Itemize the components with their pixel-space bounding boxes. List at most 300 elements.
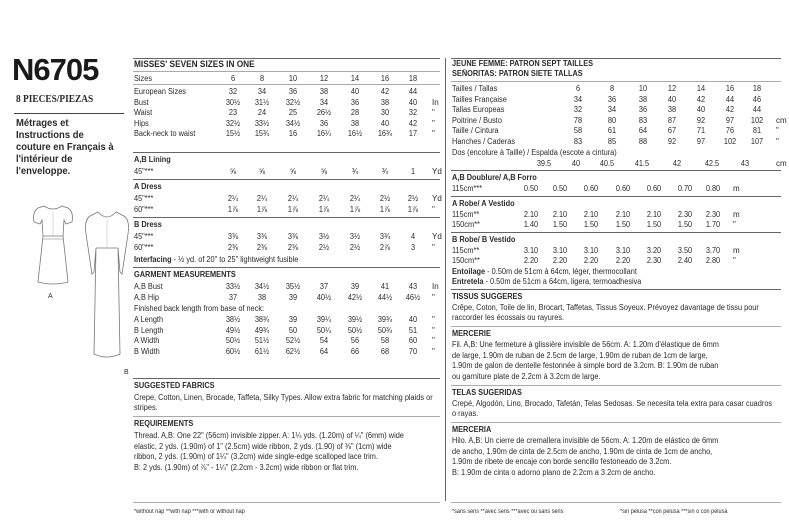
row-label: A Width — [134, 336, 160, 346]
cell-value: 3⅜ — [287, 232, 299, 241]
divider — [133, 416, 440, 417]
mercerie-line: 1.90m de galon de dentelle festonnée à simple bord de 3.2cm. B: 1.90m de ruban — [452, 361, 719, 370]
cell-value: 34 — [607, 105, 617, 115]
row-label: 45"*** — [134, 232, 154, 241]
cell-value: 2½ — [318, 243, 330, 252]
cell-value: 83 — [573, 137, 583, 146]
cell-value: 66 — [350, 347, 360, 357]
row-label: Tailles / Tallas — [452, 84, 498, 93]
cell-value: 43 — [740, 159, 750, 168]
cell-value: 16 — [725, 84, 735, 93]
cell-value: 52½ — [285, 336, 301, 346]
cell-value: 40 — [350, 87, 360, 96]
paragraph: Crêpe, Coton, Toile de lin, Brocart, Taffetas, Tissus Soyeux. Prévoyez davantage de tissu pour raccorder les écossais ou rayures. — [452, 303, 759, 322]
interfacing-text: - ½ yd. of 20" to 25" lightweight fusible — [171, 255, 299, 264]
cell-value: 2¼ — [349, 194, 361, 203]
cell-value: 8 — [259, 74, 265, 83]
cell-value: 97 — [696, 137, 706, 146]
view-label-a: A — [48, 293, 53, 300]
cell-value: ¾ — [351, 167, 359, 176]
cell-value: 39.5 — [536, 159, 552, 168]
merceria-line: 1.90m de ribete de encaje con borde sencillo festoneado de 3.2cm. — [452, 457, 672, 466]
row-label: European Sizes — [134, 87, 186, 96]
cell-value: 2.30 — [677, 210, 693, 219]
cell-value: 3.10 — [523, 246, 539, 255]
cell-value: 30 — [380, 108, 390, 118]
cell-value: 64 — [638, 126, 648, 136]
cell-value: 40 — [571, 159, 581, 168]
cell-value: 1⅞ — [407, 205, 419, 214]
cell-value: 3⅜ — [227, 232, 239, 241]
cell-value: 3½ — [318, 232, 330, 241]
unit-label: Yd — [432, 194, 442, 203]
cell-value: 40 — [696, 105, 706, 115]
row-label: 45"*** — [134, 194, 154, 203]
section-heading: TELAS SUGERIDAS — [452, 388, 522, 397]
row-label: Tallas Europeas — [452, 105, 505, 115]
cell-value: 1.50 — [615, 220, 631, 229]
cell-value: 50¾ — [377, 325, 393, 335]
merceria-line: Hilo. A,B: Un cierre de cremallera invisible de 56cm. A: 1.20m de elástico de 6mm — [452, 436, 719, 445]
cell-value: 2¼ — [287, 194, 299, 203]
section-heading: GARMENT MEASUREMENTS — [134, 270, 236, 279]
cell-value: 2.10 — [523, 210, 539, 219]
cell-value: 38 — [638, 94, 648, 104]
row-label: 60"*** — [134, 205, 154, 214]
cell-value: 62½ — [285, 347, 301, 357]
back-length-label: Dos (encolure à Taille) / Espalda (escote a cintura) — [452, 148, 617, 157]
unit-label: Yd — [432, 167, 442, 176]
garment-note: Finished back length from base of neck: — [134, 304, 265, 313]
view-label-b: B — [124, 369, 129, 376]
cell-value: 8 — [609, 84, 615, 93]
cell-value: 34½ — [254, 282, 270, 291]
section-heading: MERCERIA — [452, 425, 492, 434]
cell-value: 34 — [573, 94, 583, 104]
cell-value: 39¾ — [377, 315, 393, 324]
cell-value: 2.10 — [583, 210, 599, 219]
cell-value: 1⅞ — [379, 205, 391, 214]
cell-value: 39 — [288, 293, 298, 302]
cell-value: 2.40 — [677, 256, 693, 265]
cell-value: 0.70 — [677, 184, 693, 193]
row-label: Back-neck to waist — [134, 129, 196, 139]
cell-value: 32 — [228, 87, 238, 96]
cell-value: 85 — [607, 137, 617, 146]
cell-value: 71 — [696, 126, 706, 136]
cell-value: 50½ — [225, 336, 241, 346]
row-label: Hips — [134, 118, 149, 128]
unit-label: " — [432, 118, 435, 128]
cell-value: 1.40 — [523, 220, 539, 229]
cell-value: 31½ — [254, 97, 270, 107]
cell-value: 1⅞ — [256, 205, 268, 214]
cell-value: 2.10 — [646, 210, 662, 219]
cell-value: 51 — [408, 325, 418, 335]
cell-value: 42 — [696, 94, 706, 104]
cell-value: 2⅜ — [256, 243, 268, 252]
cell-value: 28 — [350, 108, 360, 118]
interfacing-label: Interfacing — [134, 255, 172, 264]
footnote: *without nap **with nap ***with or without nap — [134, 509, 245, 515]
cell-value: 16¾ — [377, 129, 393, 139]
cell-value: 3.70 — [705, 246, 721, 255]
merceria-line: de ancho, 1.90m de cinta de 2.5cm de ancho, 1.90m de cinta de 1cm de ancho, — [452, 446, 713, 456]
cell-value: 32 — [573, 105, 583, 115]
section-heading: TISSUS SUGGERES — [452, 292, 523, 301]
cell-value: 2⅜ — [287, 243, 299, 252]
cell-value: 18 — [752, 84, 762, 93]
cell-value: 83 — [638, 115, 648, 125]
cell-value: 36 — [638, 105, 648, 115]
cell-value: 46½ — [405, 293, 421, 302]
cell-value: 2.10 — [615, 210, 631, 219]
cell-value: 15¾ — [254, 129, 270, 139]
cell-value: 3.10 — [583, 246, 599, 255]
requirements-line: elastic, 2 yds. (1.90m) of 1" (2.5cm) wide ribbon, 2 yds. (1.90) of ⅜" (1cm) wide — [134, 441, 392, 451]
row-label: Tailles Française — [452, 94, 507, 104]
cell-value: 42 — [672, 159, 682, 168]
unit-label: " — [432, 243, 435, 252]
cell-value: 38¾ — [254, 315, 270, 324]
cell-value: 76 — [725, 126, 735, 136]
cell-value: 16 — [380, 74, 390, 83]
cell-value: 1.50 — [677, 220, 693, 229]
section-heading: MISSES' SEVEN SIZES IN ONE — [134, 59, 255, 69]
unit-label: " — [432, 315, 435, 324]
cell-value: 33½ — [254, 118, 270, 128]
divider — [133, 152, 440, 153]
requirements-line: B: 2 yds. (1.90m) of ⅞" - 1¼" (2.2cm - 3.2cm) wide ribbon or flat trim. — [134, 462, 359, 472]
cell-value: 36 — [350, 97, 360, 107]
cell-value: 43 — [408, 282, 418, 291]
pattern-number: N6705 — [12, 52, 99, 87]
cell-value: 6 — [230, 74, 236, 83]
section-heading: REQUIREMENTS — [134, 419, 194, 428]
cell-value: 38 — [257, 293, 267, 302]
cell-value: 2.20 — [615, 256, 631, 265]
section-heading: B Robe/ B Vestido — [452, 235, 516, 244]
cell-value: 44½ — [377, 293, 393, 302]
cell-value: 2¼ — [318, 194, 330, 203]
cell-value: 54 — [319, 336, 329, 346]
cell-value: 2.80 — [705, 256, 721, 265]
cell-value: 44 — [752, 105, 762, 115]
divider — [451, 289, 781, 290]
cell-value: 1⅞ — [318, 205, 330, 214]
cell-value: 80 — [607, 115, 617, 125]
cell-value: 34½ — [285, 118, 301, 128]
cell-value: 10 — [638, 84, 648, 93]
cell-value: 1 — [410, 167, 416, 176]
row-label: 150cm** — [452, 256, 480, 265]
unit-label: m — [733, 210, 740, 219]
cell-value: 2¼ — [227, 194, 239, 203]
divider — [451, 81, 781, 82]
cell-value: 2.30 — [646, 256, 662, 265]
cell-value: 38 — [350, 118, 360, 128]
cell-value: 1.50 — [552, 220, 568, 229]
cell-value: 18 — [408, 74, 418, 83]
cell-value: 4 — [410, 232, 416, 241]
cell-value: 38 — [319, 87, 329, 96]
cell-value: 38 — [380, 97, 390, 107]
cell-value: 42 — [408, 118, 418, 128]
unit-label: " — [432, 108, 435, 118]
cell-value: 87 — [667, 115, 677, 125]
cell-value: 41 — [380, 282, 390, 291]
dress-b-sketch — [80, 204, 134, 364]
cell-value: 0.60 — [615, 184, 631, 193]
cell-value: 3.10 — [552, 246, 568, 255]
cell-value: ¾ — [381, 167, 389, 176]
unit-label: In — [432, 97, 439, 107]
unit-label: " — [432, 205, 435, 214]
unit-label: " — [432, 347, 435, 357]
section-heading: SEÑORITAS: PATRON SIETE TALLAS — [452, 69, 583, 78]
cell-value: 10 — [288, 74, 298, 83]
cell-value: 3.10 — [615, 246, 631, 255]
unit-label: " — [776, 137, 779, 146]
unit-label: m — [733, 184, 740, 193]
divider — [133, 378, 440, 379]
cell-value: 3 — [410, 243, 416, 252]
cell-value: ⅝ — [289, 167, 297, 176]
cell-value: 39¼ — [316, 315, 332, 324]
entoilage-note — [452, 267, 637, 277]
cell-value: 3⅜ — [256, 232, 268, 241]
cell-value: 46 — [752, 94, 762, 104]
cell-value: 14 — [350, 74, 360, 83]
cell-value: 60 — [408, 336, 418, 346]
unit-label: cm — [776, 115, 787, 125]
cell-value: 26½ — [316, 108, 332, 118]
paragraph: Crepe, Cotton, Linen, Brocade, Taffeta, Silky Types. Allow extra fabric for matching plaids or stripes. — [134, 393, 433, 412]
cell-value: 35½ — [285, 282, 301, 291]
column-divider — [445, 58, 446, 501]
cell-value: 25 — [288, 108, 298, 118]
cell-value: 37 — [228, 293, 238, 302]
cell-value: 17 — [408, 129, 418, 139]
divider — [451, 232, 781, 233]
cell-value: 39 — [288, 315, 298, 324]
paragraph: Crepé, Algodón, Lino, Brocado, Tafetán, Telas Sedosas. Se necesita tela extra para casar cuadros o rayas. — [452, 399, 773, 418]
cell-value: 40 — [667, 94, 677, 104]
cell-value: 2⅞ — [379, 243, 391, 252]
cell-value: 58 — [380, 336, 390, 346]
cell-value: 12 — [319, 74, 329, 83]
cell-value: 1.50 — [646, 220, 662, 229]
cell-value: 41.5 — [634, 159, 650, 168]
cell-value: 42 — [380, 87, 390, 96]
row-label: A,B Bust — [134, 282, 163, 291]
unit-label: " — [776, 126, 779, 136]
cell-value: 32½ — [285, 97, 301, 107]
cell-value: 50¼ — [316, 325, 332, 335]
mercerie-line: ou garniture plate de 2.2cm à 3.2cm de large. — [452, 371, 601, 381]
cell-value: 38 — [667, 105, 677, 115]
cell-value: 1⅞ — [287, 205, 299, 214]
divider — [133, 179, 440, 180]
cell-value: 40.5 — [599, 159, 615, 168]
cell-value: 2.20 — [583, 256, 599, 265]
cell-value: 78 — [573, 115, 583, 125]
mercerie-line: de large, 1.90m de ruban de 2.5cm de large, 1.90m de ruban de 1cm de large, — [452, 350, 708, 360]
unit-label: cm — [776, 159, 787, 168]
cell-value: 16¼ — [316, 129, 332, 139]
cell-value: 49½ — [225, 325, 241, 335]
cell-value: 23 — [228, 108, 238, 118]
divider — [451, 196, 781, 197]
cell-value: 2¼ — [256, 194, 268, 203]
french-instructions-note: Métrages et Instructions de couture en Français à l'intérieur de l'enveloppe. — [16, 117, 114, 177]
cell-value: 12 — [667, 84, 677, 93]
unit-label: m — [733, 246, 740, 255]
cell-value: 61 — [607, 126, 617, 136]
cell-value: 2.20 — [523, 256, 539, 265]
unit-label: Yd — [432, 232, 442, 241]
cell-value: ⅝ — [320, 167, 328, 176]
entretela-text: - 0.50m de 51cm a 64cm, ligera, termoadhesiva — [483, 277, 642, 286]
entretela-label: Entretela — [452, 277, 484, 286]
cell-value: 97 — [725, 115, 735, 125]
cell-value: 33½ — [225, 282, 241, 291]
divider — [451, 170, 781, 171]
cell-value: 64 — [319, 347, 329, 357]
requirements-line: Thread. A,B: One 22" (56cm) invisible zipper. A: 1¼ yds. (1.20m) of ¼" (6mm) wide — [134, 431, 404, 440]
cell-value: 40 — [408, 97, 418, 107]
dress-a-sketch — [28, 198, 78, 288]
cell-value: 92 — [667, 137, 677, 146]
cell-value: 0.60 — [583, 184, 599, 193]
footnote-fr: *sans sens **avec sens ***avec ou sans sens — [452, 509, 564, 515]
cell-value: 34 — [257, 87, 267, 96]
section-heading: B Dress — [134, 220, 162, 229]
row-label: Hanches / Caderas — [452, 137, 516, 146]
merceria-line: B: 1.90m de cinta o adorno plano de 2.2cm a 3.2cm de ancho. — [452, 467, 656, 477]
section-heading: A,B Doublure/ A,B Forro — [452, 173, 537, 182]
section-heading: A,B Lining — [134, 155, 171, 164]
cell-value: 14 — [696, 84, 706, 93]
cell-value: 38½ — [225, 315, 241, 324]
divider — [133, 84, 440, 85]
row-label: Sizes — [134, 74, 152, 83]
requirements-line: ribbon, 2 yds. (1.90m) of 1¼" (3.2cm) wide single-edge scalloped lace trim. — [134, 452, 378, 461]
row-label: 115cm** — [452, 210, 480, 219]
cell-value: 1.50 — [583, 220, 599, 229]
row-label: Poitrine / Busto — [452, 115, 502, 125]
cell-value: 32 — [408, 108, 418, 118]
unit-label: " — [432, 293, 435, 302]
cell-value: 56 — [350, 336, 360, 346]
cell-value: 34 — [319, 97, 329, 107]
unit-label: " — [432, 325, 435, 335]
cell-value: 2.10 — [552, 210, 568, 219]
divider — [451, 422, 781, 423]
divider — [451, 385, 781, 386]
cell-value: 42.5 — [704, 159, 720, 168]
cell-value: ⅝ — [258, 167, 266, 176]
unit-label: " — [733, 256, 736, 265]
cell-value: 24 — [257, 108, 267, 118]
cell-value: 3.20 — [646, 246, 662, 255]
cell-value: 40 — [380, 118, 390, 128]
row-label: A Length — [134, 315, 164, 324]
cell-value: 1.70 — [705, 220, 721, 229]
cell-value: 2.20 — [552, 256, 568, 265]
cell-value: 3½ — [349, 232, 361, 241]
footnote-es: *sin pelusa **con pelusa ***sin o con pelusa — [620, 509, 728, 515]
row-label: 115cm** — [452, 246, 480, 255]
cell-value: 3¾ — [379, 232, 391, 241]
cell-value: 36 — [288, 87, 298, 96]
divider — [133, 267, 440, 268]
cell-value: 92 — [696, 115, 706, 125]
divider — [133, 71, 440, 72]
cell-value: 50½ — [347, 325, 363, 335]
cell-value: 2.30 — [705, 210, 721, 219]
row-label: 45"*** — [134, 167, 154, 176]
cell-value: 0.80 — [705, 184, 721, 193]
cell-value: 49¾ — [254, 325, 270, 335]
entoilage-label: Entoilage — [452, 267, 486, 276]
unit-label: " — [432, 336, 435, 346]
unit-label: " — [432, 129, 435, 139]
cell-value: 15½ — [225, 129, 241, 139]
cell-value: 0.50 — [523, 184, 539, 193]
cell-value: 107 — [750, 137, 764, 146]
cell-value: 61½ — [254, 347, 270, 357]
cell-value: 44 — [725, 94, 735, 104]
row-label: 115cm*** — [452, 184, 483, 193]
cell-value: 2½ — [349, 243, 361, 252]
cell-value: 42 — [725, 105, 735, 115]
cell-value: 40½ — [316, 293, 332, 302]
entoilage-text: - 0.50m de 51cm à 64cm, léger, thermocollant — [485, 267, 637, 276]
divider — [451, 502, 781, 503]
cell-value: 32½ — [225, 118, 241, 128]
row-label: Bust — [134, 97, 149, 107]
section-heading: MERCERIE — [452, 329, 491, 338]
cell-value: 67 — [667, 126, 677, 136]
cell-value: 0.50 — [552, 184, 568, 193]
unit-label: In — [432, 282, 439, 291]
cell-value: 58 — [573, 126, 583, 136]
cell-value: 51½ — [254, 336, 270, 346]
cell-value: 30½ — [225, 97, 241, 107]
row-label: Taille / Cintura — [452, 126, 499, 136]
section-heading: A Dress — [134, 182, 162, 191]
cell-value: 36 — [607, 94, 617, 104]
divider — [451, 326, 781, 327]
cell-value: 39½ — [347, 315, 363, 324]
cell-value: ⅝ — [229, 167, 237, 176]
cell-value: 2½ — [407, 194, 419, 203]
cell-value: 88 — [638, 137, 648, 146]
row-label: A,B Hip — [134, 293, 159, 302]
cell-value: 44 — [408, 87, 418, 96]
cell-value: 68 — [380, 347, 390, 357]
unit-label: " — [733, 220, 736, 229]
cell-value: 60½ — [225, 347, 241, 357]
divider — [14, 113, 124, 114]
section-heading: JEUNE FEMME: PATRON SEPT TAILLES — [452, 59, 594, 68]
row-label: B Length — [134, 325, 164, 335]
section-heading: SUGGESTED FABRICS — [134, 381, 215, 390]
row-label: 150cm** — [452, 220, 480, 229]
divider — [133, 502, 440, 503]
cell-value: 6 — [575, 84, 581, 93]
